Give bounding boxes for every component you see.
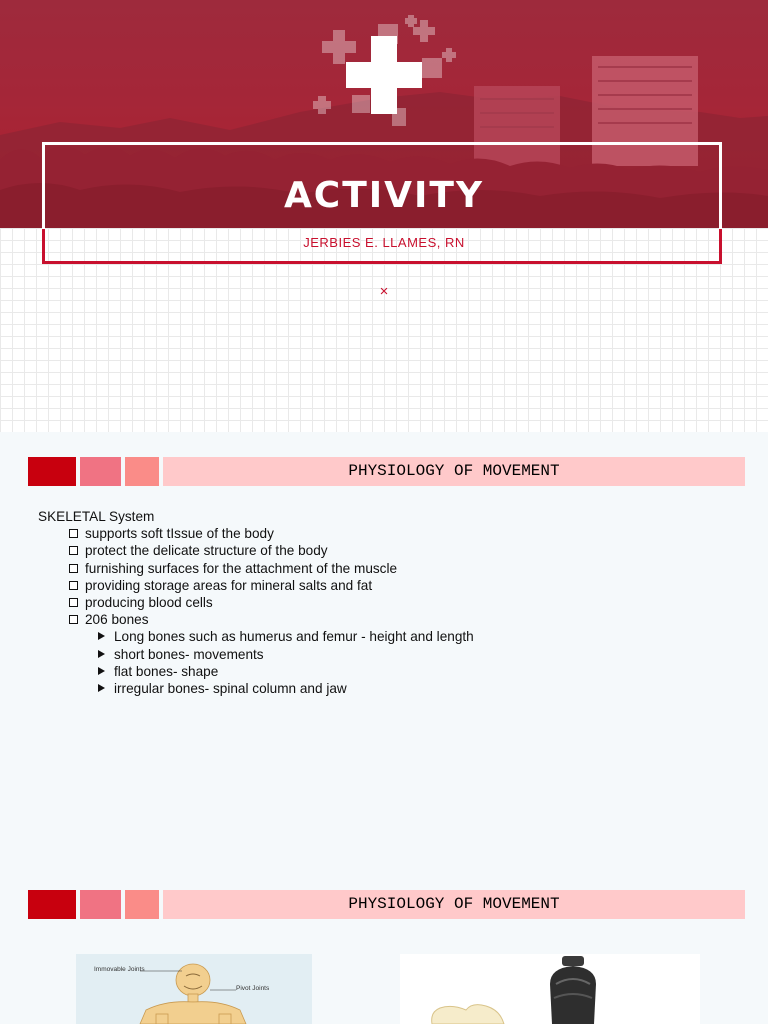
sub-list-item: flat bones- shape bbox=[97, 663, 474, 680]
list-item bbox=[68, 611, 474, 697]
skeleton-joints-image bbox=[76, 954, 312, 1024]
author-name: JERBIES E. LLAMES, RN bbox=[303, 235, 465, 250]
header-square-dark bbox=[28, 890, 76, 919]
skeleton-illustration bbox=[76, 954, 312, 1024]
sub-list-item: irregular bones- spinal column and jaw bbox=[97, 680, 474, 697]
joint-model-image bbox=[400, 954, 700, 1024]
section-title: PHYSIOLOGY OF MOVEMENT bbox=[348, 895, 560, 913]
header-square-salmon bbox=[125, 890, 159, 919]
sub-list-item: short bones- movements bbox=[97, 646, 474, 663]
header-square-pink bbox=[80, 890, 121, 919]
list-item-text: 206 bones bbox=[85, 612, 149, 628]
close-icon[interactable]: × bbox=[379, 283, 389, 300]
list-item: protect the delicate structure of the body bbox=[68, 542, 474, 559]
list-item: supports soft tIssue of the body bbox=[68, 525, 474, 542]
section-header bbox=[28, 890, 745, 919]
title-slide bbox=[0, 0, 768, 432]
header-square-salmon bbox=[125, 457, 159, 486]
function-list bbox=[38, 525, 474, 697]
header-bar bbox=[163, 457, 745, 486]
joint-model-illustration bbox=[400, 954, 700, 1024]
image-label: Immovable Joints bbox=[94, 966, 145, 973]
content-heading: SKELETAL System bbox=[38, 509, 155, 524]
bone-types-list bbox=[85, 628, 474, 697]
section-title: PHYSIOLOGY OF MOVEMENT bbox=[348, 462, 560, 480]
header-bar bbox=[163, 890, 745, 919]
header-square-pink bbox=[80, 457, 121, 486]
list-item: providing storage areas for mineral salts and fat bbox=[68, 577, 474, 594]
list-item: furnishing surfaces for the attachment of the muscle bbox=[68, 560, 474, 577]
header-square-dark bbox=[28, 457, 76, 486]
sub-list-item: Long bones such as humerus and femur - height and length bbox=[97, 628, 474, 645]
slide-title: ACTIVITY bbox=[283, 175, 485, 216]
list-item: producing blood cells bbox=[68, 594, 474, 611]
image-label: Pivot Joints bbox=[236, 985, 270, 992]
skeletal-content bbox=[38, 508, 474, 697]
section-header bbox=[28, 457, 745, 486]
